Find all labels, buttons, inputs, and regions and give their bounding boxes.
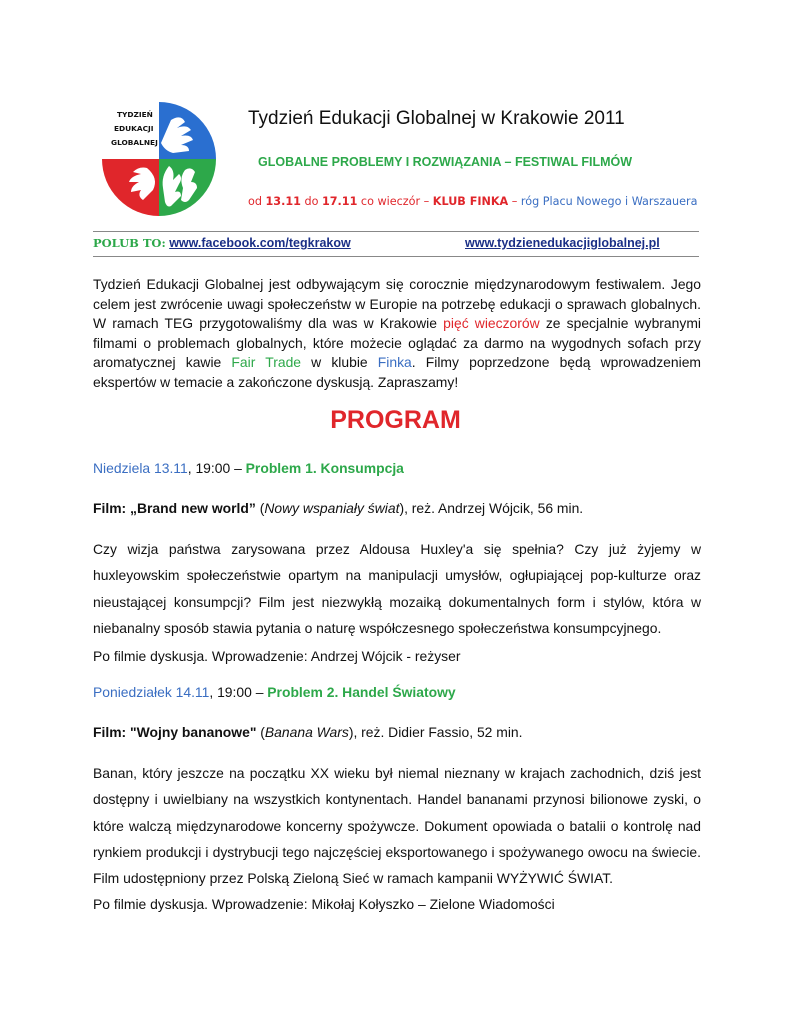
logo-text-line3: GLOBALNEJ	[111, 138, 158, 147]
dates-after: co wieczór –	[357, 195, 433, 208]
event-1-problem: Problem 1. Konsumpcja	[245, 460, 404, 476]
intro-text-4: . Filmy poprzedzone będą wprowadzeniem ekspertów w temacie a zakończone dyskusją. Zapraszamy!	[93, 354, 701, 390]
event-1-film	[93, 500, 701, 516]
event-1-film-rest: ), reż. Andrzej Wójcik, 56 min.	[399, 500, 584, 516]
logo-text-line2: EDUKACJI	[114, 124, 154, 133]
intro-text-1: Tydzień Edukacji Globalnej jest odbywającym się corocznie międzynarodowym festiwalem. Jego celem jest zwrócenie uwagi społeczeństw w Europie na potrzebę edukacji o sprawach globalnych. W ramach TEG przygotowaliśmy dla was w Krakowie	[93, 276, 701, 332]
event-1-day: Niedziela 13.11	[93, 460, 188, 476]
page-title: Tydzień Edukacji Globalnej w Krakowie 2011	[248, 108, 625, 129]
event-2-film-rest: ), reż. Didier Fassio, 52 min.	[348, 724, 523, 740]
event-2-discussion: Po filmie dyskusja. Wprowadzenie: Mikołaj Kołyszko – Zielone Wiadomości	[93, 896, 555, 912]
divider-top	[93, 231, 699, 232]
like-label: POLUB TO:	[93, 236, 166, 250]
event-1-film-open: (	[255, 500, 265, 516]
event-2-film-original: Banana Wars	[264, 724, 349, 740]
intro-highlight-finka: Finka	[377, 354, 412, 371]
event-1-time: , 19:00 –	[187, 460, 246, 476]
event-1-discussion: Po filmie dyskusja. Wprowadzenie: Andrzej Wójcik - reżyser	[93, 648, 461, 664]
intro-highlight-evenings: pięć wieczorów	[443, 315, 540, 332]
program-heading: PROGRAM	[330, 406, 461, 434]
event-2-film	[93, 724, 701, 740]
intro-text-2: ze specjalnie wybranymi filmami o problemach globalnych, które możecie oglądać za darmo na wygodnych sofach przy aromatycznej kawie	[93, 315, 701, 371]
logo-text-line1: TYDZIEŃ	[117, 110, 153, 119]
event-2-day: Poniedziałek 14.11	[93, 684, 210, 700]
venue-location: róg Placu Nowego i Warszauera	[520, 195, 698, 208]
intro-paragraph	[93, 275, 701, 393]
page-subtitle: GLOBALNE PROBLEMY I ROZWIĄZANIA – FESTIWAL FILMÓW	[258, 155, 633, 169]
event-2-description: Banan, który jeszcze na początku XX wieku był niemal nieznany w krajach zachodnich, dziś jest dostępny i uwielbiany na wszystkich kontynentach. Handel bananami przynosi bilionowe zyski, o które walczą międzynarodowe koncerny spożywcze. Dokument opowiada o batalii o kontrolę nad rynkiem produkcji i dystrybucji tego najczęściej eksportowanego i spożywanego owocu na świecie. Film udostępniony przez Polską Zieloną Sieć w ramach kampanii WYŻYWIĆ ŚWIAT.	[93, 765, 701, 887]
website-link[interactable]: www.tydzienedukacjiglobalnej.pl	[465, 236, 660, 250]
intro-text-3: w klubie	[301, 354, 378, 371]
dates-sep: –	[508, 195, 521, 208]
intro-highlight-fairtrade: Fair Trade	[231, 354, 302, 371]
event-1-film-title: Film: „Brand new world”	[93, 500, 256, 516]
event-2-film-open: (	[256, 724, 265, 740]
date-from: 13.11	[265, 195, 301, 208]
event-2-film-title: Film: "Wojny bananowe"	[93, 724, 257, 740]
event-2-problem: Problem 2. Handel Światowy	[267, 684, 456, 700]
event-1-film-original: Nowy wspaniały świat	[264, 500, 400, 516]
event-1-description: Czy wizja państwa zarysowana przez Aldousa Huxley'a się spełnia? Czy już żyjemy w huxleyowskim społeczeństwie opartym na manipulacji umysłów, ogłupiającej pop-kulturze oraz nieustającej konsumpcji? Film jest niezwykłą mozaiką dokumentalnych form i stylów, która w niebanalny sposób stawia pytania o naturę współczesnego społeczeństwa konsumpcyjnego.	[93, 541, 701, 636]
dates-prefix: od	[248, 195, 266, 208]
dates-mid: do	[300, 195, 322, 208]
date-to: 17.11	[321, 195, 358, 208]
facebook-link[interactable]: www.facebook.com/tegkrakow	[169, 236, 351, 250]
festival-dates	[248, 195, 728, 208]
event-2-time: , 19:00 –	[209, 684, 268, 700]
venue-name: KLUB FINKA	[432, 195, 509, 208]
divider-bottom	[93, 256, 699, 257]
teg-logo	[101, 100, 217, 218]
event-2-header	[93, 684, 701, 700]
event-1-header	[93, 460, 701, 476]
links-bar	[93, 236, 699, 250]
